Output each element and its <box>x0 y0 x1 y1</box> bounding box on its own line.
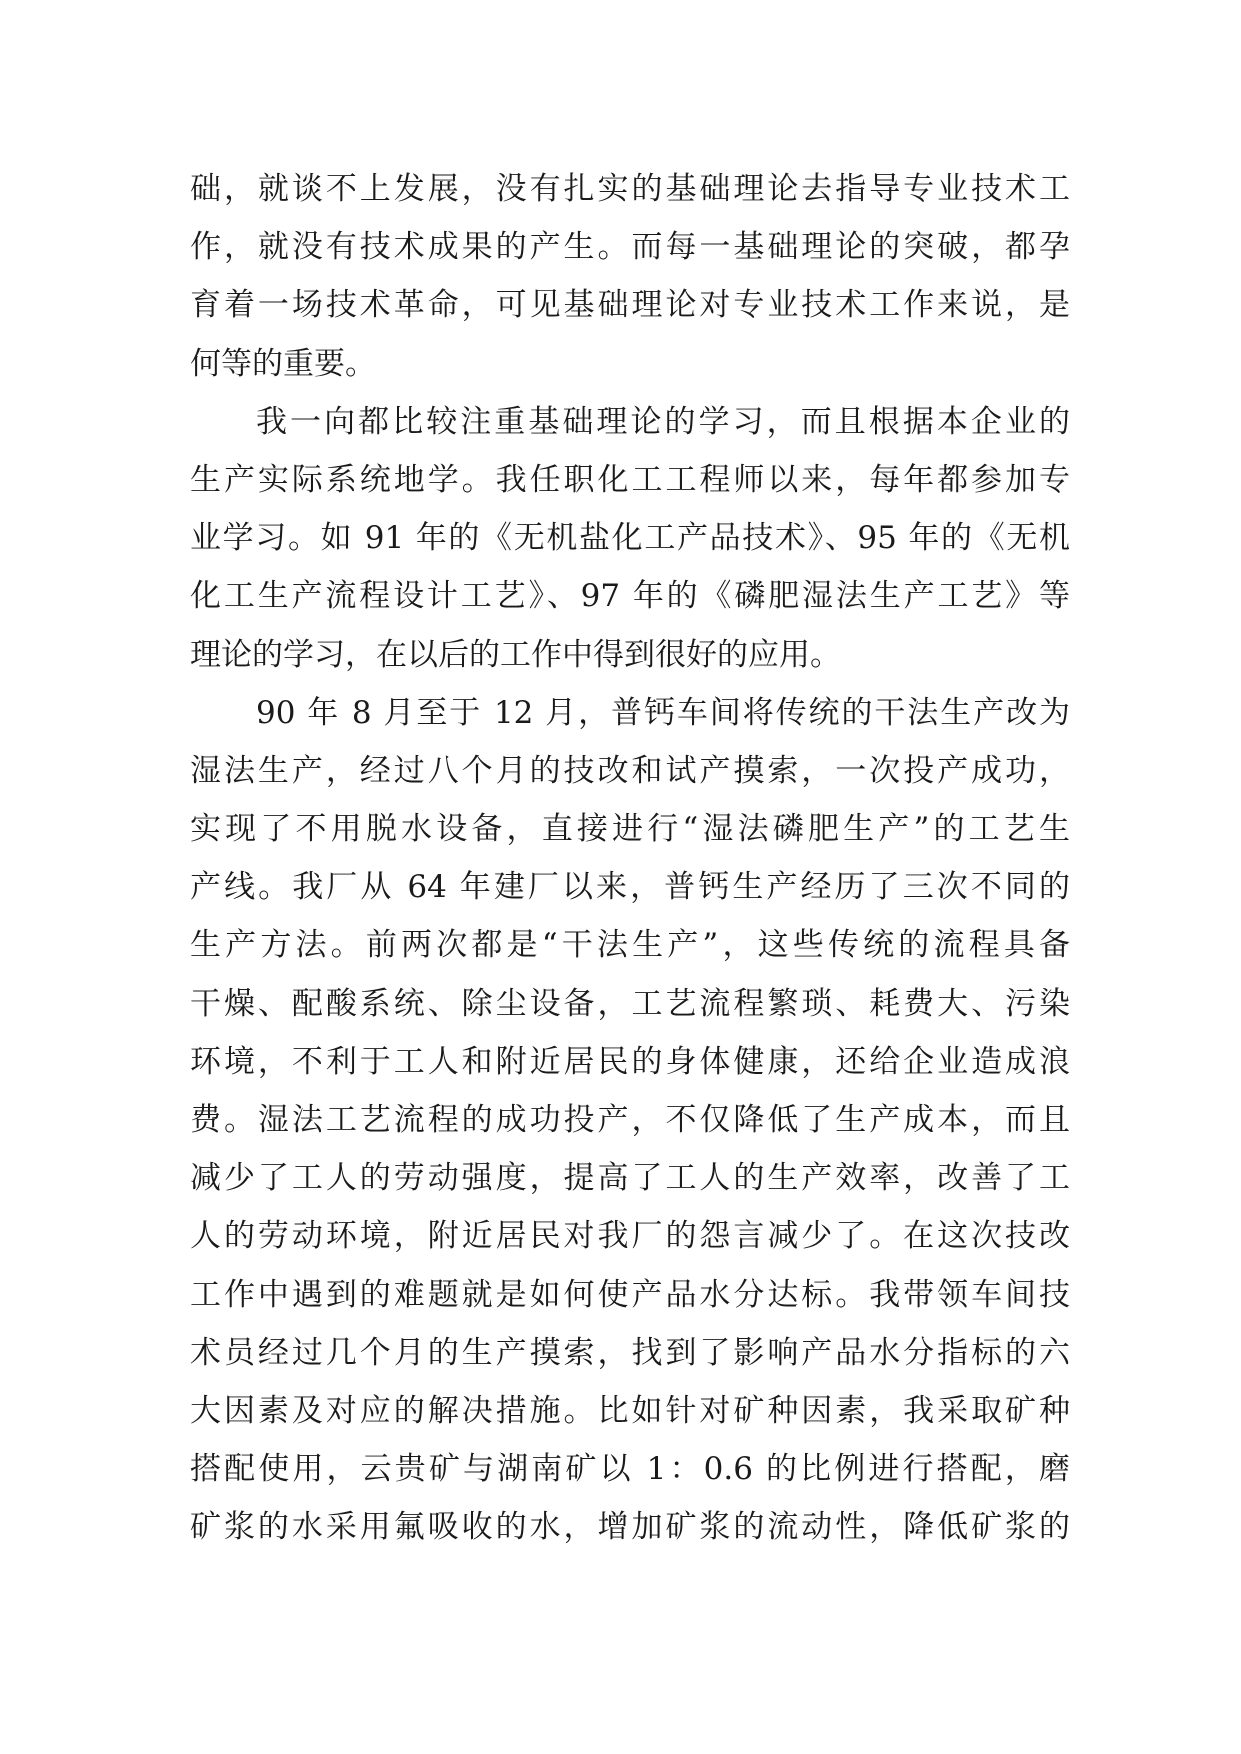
paragraph-3 <box>190 684 1070 1557</box>
text-line: 大因素及对应的解决措施。比如针对矿种因素，我采取矿种 <box>190 1392 1070 1429</box>
text-line: 环境，不利于工人和附近居民的身体健康，还给企业造成浪 <box>190 1043 1070 1080</box>
text-line: 湿法生产，经过八个月的技改和试产摸索，一次投产成功， <box>190 752 1070 789</box>
text-line: 搭配使用，云贵矿与湖南矿以 1：0.6 的比例进行搭配，磨 <box>190 1451 1070 1488</box>
text-line: 理论的学习，在以后的工作中得到很好的应用。 <box>190 636 841 673</box>
text-line: 90 年 8 月至于 12 月，普钙车间将传统的干法生产改为 <box>256 694 1070 731</box>
paragraph-2 <box>190 393 1070 684</box>
text-line: 作，就没有技术成果的产生。而每一基础理论的突破，都孕 <box>190 229 1070 266</box>
text-line: 干燥、配酸系统、除尘设备，工艺流程繁琐、耗费大、污染 <box>190 985 1070 1022</box>
text-line: 实现了不用脱水设备，直接进行“湿法磷肥生产”的工艺生 <box>190 811 1070 848</box>
text-line: 我一向都比较注重基础理论的学习，而且根据本企业的 <box>256 403 1070 440</box>
text-line: 何等的重要。 <box>190 345 376 382</box>
paragraph-1 <box>190 160 1070 393</box>
text-line: 生产方法。前两次都是“干法生产”，这些传统的流程具备 <box>190 927 1070 964</box>
document-body <box>190 160 1070 1557</box>
text-line: 人的劳动环境，附近居民对我厂的怨言减少了。在这次技改 <box>190 1218 1070 1255</box>
text-line: 产线。我厂从 64 年建厂以来，普钙生产经历了三次不同的 <box>190 869 1070 906</box>
text-line: 化工生产流程设计工艺》、97 年的《磷肥湿法生产工艺》等 <box>190 578 1070 615</box>
text-line: 矿浆的水采用氟吸收的水，增加矿浆的流动性，降低矿浆的 <box>190 1509 1070 1546</box>
text-line: 工作中遇到的难题就是如何使产品水分达标。我带领车间技 <box>190 1276 1070 1313</box>
text-line: 础，就谈不上发展，没有扎实的基础理论去指导专业技术工 <box>190 171 1070 207</box>
text-line: 业学习。如 91 年的《无机盐化工产品技术》、95 年的《无机 <box>190 520 1070 557</box>
text-line: 育着一场技术革命，可见基础理论对专业技术工作来说，是 <box>190 287 1070 324</box>
text-line: 费。湿法工艺流程的成功投产，不仅降低了生产成本，而且 <box>190 1102 1070 1138</box>
text-line: 减少了工人的劳动强度，提高了工人的生产效率，改善了工 <box>190 1160 1070 1197</box>
text-line: 生产实际系统地学。我任职化工工程师以来，每年都参加专 <box>190 461 1070 498</box>
text-line: 术员经过几个月的生产摸索，找到了影响产品水分指标的六 <box>190 1334 1070 1371</box>
